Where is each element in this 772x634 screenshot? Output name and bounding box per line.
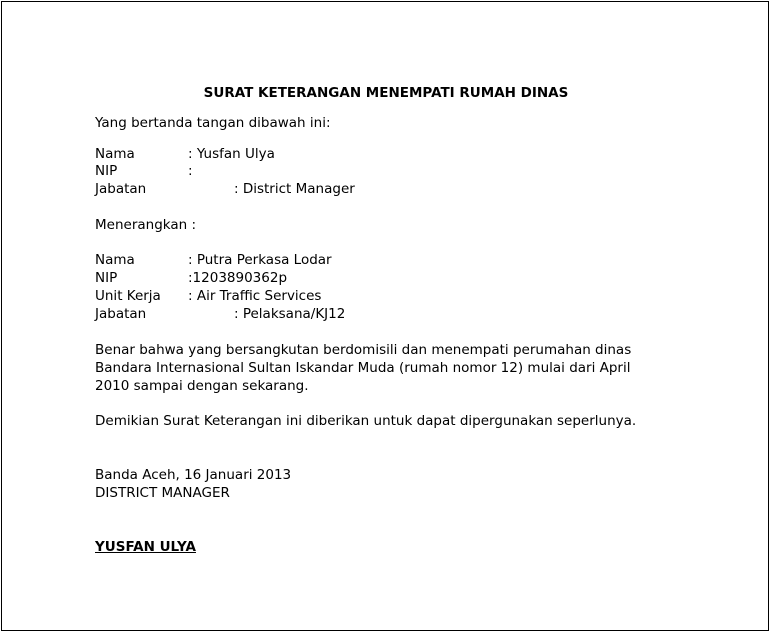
body-line-1: Benar bahwa yang bersangkutan berdomisili dan menempati perumahan dinas bbox=[95, 342, 632, 358]
signatory-position-label: Jabatan bbox=[95, 181, 147, 197]
signatory-name-value: : Yusfan Ulya bbox=[188, 146, 275, 162]
signatory-position-value: : District Manager bbox=[234, 181, 355, 197]
signer-title: DISTRICT MANAGER bbox=[95, 485, 230, 501]
closing-text: Demikian Surat Keterangan ini diberikan untuk dapat dipergunakan seperlunya. bbox=[95, 413, 637, 429]
body-line-2: Bandara Internasional Sultan Iskandar Muda (rumah nomor 12) mulai dari April bbox=[95, 360, 631, 376]
subject-name-value: : Putra Perkasa Lodar bbox=[188, 252, 332, 268]
signatory-name-label: Nama bbox=[95, 146, 135, 162]
signatory-nip-value: : bbox=[188, 163, 193, 179]
subject-position-value: : Pelaksana/KJ12 bbox=[234, 306, 346, 322]
document-title: SURAT KETERANGAN MENEMPATI RUMAH DINAS bbox=[203, 85, 569, 101]
subject-nip-value: :1203890362p bbox=[188, 270, 288, 286]
intro-text: Yang bertanda tangan dibawah ini: bbox=[95, 115, 331, 131]
signatory-nip-label: NIP bbox=[95, 163, 118, 179]
explains-text: Menerangkan : bbox=[95, 217, 197, 233]
signer-name: YUSFAN ULYA bbox=[95, 539, 196, 555]
subject-nip-label: NIP bbox=[95, 270, 118, 286]
body-line-3: 2010 sampai dengan sekarang. bbox=[95, 378, 309, 394]
subject-unit-label: Unit Kerja bbox=[95, 288, 161, 304]
subject-unit-value: : Air Traffic Services bbox=[188, 288, 322, 304]
subject-name-label: Nama bbox=[95, 252, 135, 268]
place-date: Banda Aceh, 16 Januari 2013 bbox=[95, 467, 292, 483]
subject-position-label: Jabatan bbox=[95, 306, 147, 322]
